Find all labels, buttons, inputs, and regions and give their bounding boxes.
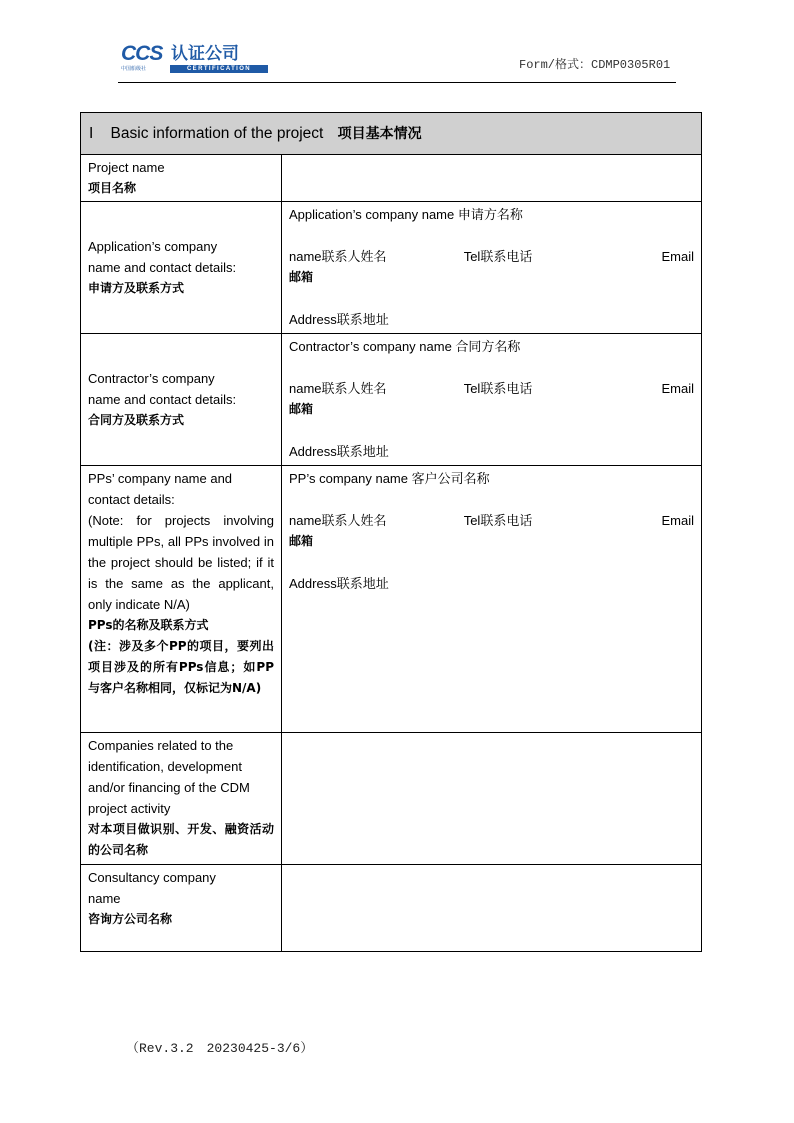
project-name-label [81, 155, 282, 202]
contact-email-cn: 邮箱 [289, 534, 314, 548]
revision-footer: （Rev.3.2 20230425-3/6） [126, 1041, 314, 1056]
contractor-label [81, 334, 282, 466]
contractor-label-cn: 合同方及联系方式 [88, 413, 185, 427]
form-code: Form/格式：CDMP0305R01 [519, 58, 671, 72]
contact-tel-label: Tel联系电话 [463, 513, 533, 528]
contractor-label-en-2: name and contact details: [88, 392, 237, 407]
consultancy-label-cn: 咨询方公司名称 [88, 912, 173, 926]
pps-row [81, 466, 702, 733]
consultancy-row [81, 865, 702, 952]
pps-label-cn-note: (注：涉及多个PP的项目，要列出项目涉及的所有PPs信息；如PP与客户名称相同，仅标记为N/A) [88, 639, 274, 695]
consultancy-label-en-1: Consultancy company [88, 870, 216, 885]
applicant-field[interactable] [282, 202, 702, 334]
logo-cn-text: 认证公司 [171, 44, 239, 64]
contact-email-label: Email [661, 381, 695, 396]
project-name-field[interactable] [282, 155, 702, 202]
contact-tel-label: Tel联系电话 [463, 381, 533, 396]
section-title [81, 113, 702, 155]
contact-name-label: name联系人姓名 [289, 513, 387, 528]
related-companies-label-cn: 对本项目做识别、开发、融资活动的公司名称 [88, 822, 274, 857]
contractor-field[interactable] [282, 334, 702, 466]
pps-label-cn: PPs的名称及联系方式 [88, 618, 209, 632]
applicant-label-en-1: Application’s company [88, 239, 218, 254]
related-companies-label-en: Companies related to the identification, development and/or financing of the CDM project activity [88, 738, 250, 816]
contact-address-label: Address联系地址 [289, 444, 389, 459]
contractor-contact-line [289, 378, 694, 399]
pps-field[interactable] [282, 466, 702, 733]
logo-certification-bar: CERTIFICATION [170, 65, 268, 73]
consultancy-label-en-2: name [88, 891, 121, 906]
project-info-table [80, 112, 702, 952]
project-name-label-en: Project name [88, 160, 165, 175]
contact-address-label: Address联系地址 [289, 576, 389, 591]
pps-company-line: PP’s company name 客户公司名称 [289, 471, 490, 486]
pps-label [81, 466, 282, 733]
contact-email-cn: 邮箱 [289, 402, 314, 416]
logo-brand: CCS [121, 42, 163, 65]
header-divider [118, 82, 676, 83]
contact-email-cn: 邮箱 [289, 270, 314, 284]
contractor-company-line: Contractor’s company name 合同方名称 [289, 339, 521, 354]
applicant-company-line: Application’s company name 申请方名称 [289, 207, 523, 222]
pps-label-en-1: PPs’ company name and [88, 471, 233, 486]
applicant-label-en-2: name and contact details: [88, 260, 237, 275]
contractor-label-en-1: Contractor’s company [88, 371, 215, 386]
applicant-contact-line [289, 246, 694, 267]
section-header-row [81, 113, 702, 155]
contact-name-label: name联系人姓名 [289, 381, 387, 396]
related-companies-label [81, 733, 282, 865]
project-name-label-cn: 项目名称 [88, 181, 137, 195]
pps-contact-line [289, 510, 694, 531]
applicant-row [81, 202, 702, 334]
contact-name-label: name联系人姓名 [289, 249, 387, 264]
contractor-row [81, 334, 702, 466]
logo-sub-text: 中国船级社 [121, 66, 147, 72]
consultancy-field[interactable] [282, 865, 702, 952]
contact-tel-label: Tel联系电话 [463, 249, 533, 264]
project-name-row [81, 155, 702, 202]
ccs-logo [121, 44, 271, 76]
contact-email-label: Email [661, 249, 695, 264]
section-title-en: Basic information of the project [110, 124, 324, 142]
related-companies-row [81, 733, 702, 865]
consultancy-label [81, 865, 282, 952]
contact-address-label: Address联系地址 [289, 312, 389, 327]
applicant-label [81, 202, 282, 334]
contact-email-label: Email [661, 513, 695, 528]
pps-label-en-2: contact details: [88, 492, 175, 507]
pps-label-note: (Note: for projects involving multiple PPs, all PPs involved in the project should be listed; if it is the same as the applicant, only indicate N/A) [88, 513, 274, 612]
section-number: I [89, 124, 94, 142]
related-companies-field[interactable] [282, 733, 702, 865]
applicant-label-cn: 申请方及联系方式 [88, 281, 185, 295]
section-title-cn: 项目基本情况 [337, 125, 422, 142]
